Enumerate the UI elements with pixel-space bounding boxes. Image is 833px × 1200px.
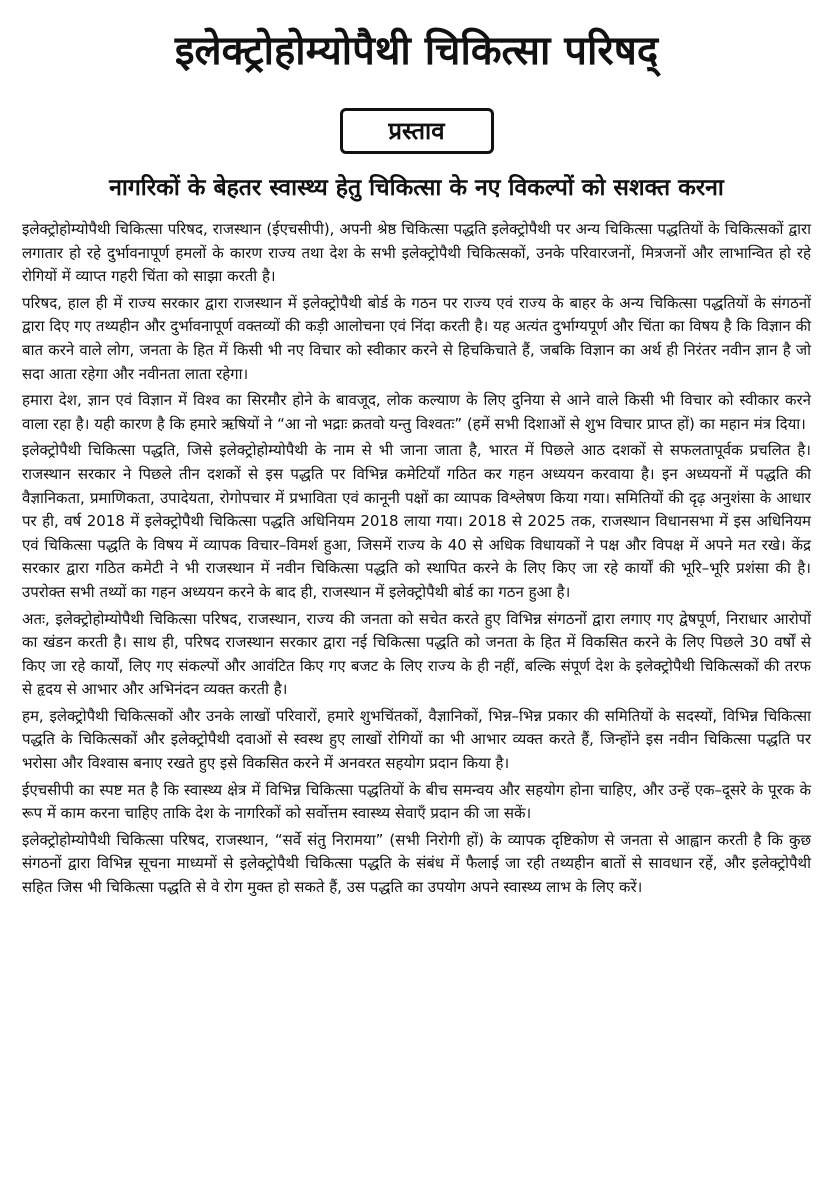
council-title: इलेक्ट्रोहोम्योपैथी चिकित्सा परिषद् (174, 28, 659, 74)
paragraph-thanks: हम, इलेक्ट्रोपैथी चिकित्सकों और उनके लाखों परिवारों, हमारे शुभचिंतकों, वैज्ञानिकों, भिन्न–भिन्न प्रकार की समितियों के सदस्यों, विभिन्न चिकित्सा पद्धति के चिकित्सकों और इलेक्ट्रोपैथी दवाओं से स्वस्थ हुए लाखों रोगियों का भी आभार व्यक्त करते हैं, जिन्होंने इस नवीन चिकित्सा पद्धति पर भरोसा और विश्वास बनाए रखते हुए इसे विकसित करने में अनवरत सहयोग प्रदान किया है। (22, 706, 811, 773)
paragraph-nation-openness: हमारा देश, ज्ञान एवं विज्ञान में विश्व का सिरमौर होने के बावजूद, लोक कल्याण के लिए दुनिया से आने वाले किसी भी विचार को स्वीकार करने वाला रहा है। यही कारण है कि हमारे ऋषियों ने “आ नो भद्राः क्रतवो यन्तु विश्वतः” (हमें सभी दिशाओं से शुभ विचार प्राप्त हों) का महान मंत्र दिया। (22, 391, 811, 433)
paragraph-appeal: इलेक्ट्रोहोम्योपैथी चिकित्सा परिषद, राजस्थान, “सर्वे संतु निरामया” (सभी निरोगी हों) के व्यापक दृष्टिकोण से जनता से आह्वान करती है कि कुछ संगठनों द्वारा विभिन्न सूचना माध्यमों से इलेक्ट्रोपैथी चिकित्सा पद्धति के संबंध में फैलाई जा रही तथ्यहीन बातों से सावधान रहें, और इलेक्ट्रोपैथी सहित जिस भी चिकित्सा पद्धति से वे रोग मुक्त हो सकते हैं, उस पद्धति का उपयोग अपने स्वास्थ्य लाभ के लिए करें। (22, 830, 811, 897)
resolution-badge: प्रस्ताव (340, 108, 494, 154)
paragraph-condemnation: परिषद, हाल ही में राज्य सरकार द्वारा राजस्थान में इलेक्ट्रोपैथी बोर्ड के गठन पर राज्य एवं राज्य के बाहर के अन्य चिकित्सा पद्धतियों के संगठनों द्वारा दिए गए तथ्यहीन और दुर्भावनापूर्ण वक्तव्यों की कड़ी आलोचना एवं निंदा करती है। यह अत्यंत दुर्भाग्यपूर्ण और चिंता का विषय है कि विज्ञान की बात करने वाले लोग, जनता के हित में किसी भी नए विचार को स्वीकार करने से हिचकिचाते हैं, जबकि विज्ञान का अर्थ ही निरंतर नवीन ज्ञान है जो सदा आता रहेगा और नवीनता लाता रहेगा। (22, 293, 811, 383)
badge-container (22, 108, 811, 158)
paragraph-history: इलेक्ट्रोपैथी चिकित्सा पद्धति, जिसे इलेक्ट्रोहोम्योपैथी के नाम से भी जाना जाता है, भारत में पिछले आठ दशकों से सफलतापूर्वक प्रचलित है। राजस्थान सरकार ने पिछले तीन दशकों से इस पद्धति पर विभिन्न कमेटियाँ गठित कर गहन अध्ययन करवाया है। इन अध्ययनों में पद्धति की वैज्ञानिकता, प्रमाणिकता, उपादेयता, रोगोपचार में प्रभाविता एवं कानूनी पक्षों का व्यापक विश्लेषण किया गया। समितियों की दृढ़ अनुशंसा के आधार पर ही, वर्ष 2018 में इलेक्ट्रोपैथी चिकित्सा पद्धति अधिनियम 2018 लाया गया। 2018 से 2025 तक, राजस्थान विधानसभा में इस अधिनियम एवं चिकित्सा पद्धति के विषय में व्यापक विचार–विमर्श हुआ, जिसमें राज्य के 40 से अधिक विधायकों ने पक्ष और विपक्ष में अपने मत रखे। केंद्र सरकार द्वारा गठित कमेटी ने भी राजस्थान में नवीन चिकित्सा पद्धति को स्थापित करने के लिए किए जा रहे कार्यों की भूरि–भूरि प्रशंसा की है। उपरोक्त सभी तथ्यों का गहन अध्ययन करने के बाद ही, राजस्थान में इलेक्ट्रोपैथी बोर्ड का गठन हुआ है। (22, 441, 811, 601)
resolution-subtitle: नागरिकों के बेहतर स्वास्थ्य हेतु चिकित्सा के नए विकल्पों को सशक्त करना (109, 175, 724, 201)
paragraph-rebuttal-gratitude: अतः, इलेक्ट्रोहोम्योपैथी चिकित्सा परिषद, राजस्थान, राज्य की जनता को सचेत करते हुए विभिन्न संगठनों द्वारा लगाए गए द्वेषपूर्ण, निराधार आरोपों का खंडन करती है। साथ ही, परिषद राजस्थान सरकार द्वारा नई चिकित्सा पद्धति को जनता के हित में विकसित करने के लिए पिछले 30 वर्षों से किए जा रहे कार्यों, लिए गए संकल्पों और आवंटित किए गए बजट के लिए राज्य के ही नहीं, बल्कि संपूर्ण देश के इलेक्ट्रोपैथी चिकित्सकों की तरफ से हृदय से आभार और अभिनंदन व्यक्त करती है। (22, 609, 811, 699)
paragraph-cooperation: ईएचसीपी का स्पष्ट मत है कि स्वास्थ्य क्षेत्र में विभिन्न चिकित्सा पद्धतियों के बीच समन्वय और सहयोग होना चाहिए, और उन्हें एक–दूसरे के पूरक के रूप में काम करना चाहिए ताकि देश के नागरिकों को सर्वोत्तम स्वास्थ्य सेवाएँ प्रदान की जा सकें। (22, 780, 811, 823)
resolution-body (22, 218, 811, 900)
paragraph-concern: इलेक्ट्रोहोम्योपैथी चिकित्सा परिषद, राजस्थान (ईएचसीपी), अपनी श्रेष्ठ चिकित्सा पद्धति इलेक्ट्रोपैथी पर अन्य चिकित्सा पद्धतियों के चिकित्सकों द्वारा लगातार हो रहे दुर्भावनापूर्ण हमलों के कारण राज्य तथा देश के सभी इलेक्ट्रोपैथी चिकित्सकों, उनके परिवारजनों, मित्रजनों और लाभान्वित हो रहे रोगियों में व्याप्त गहरी चिंता को साझा करती है। (22, 220, 811, 286)
